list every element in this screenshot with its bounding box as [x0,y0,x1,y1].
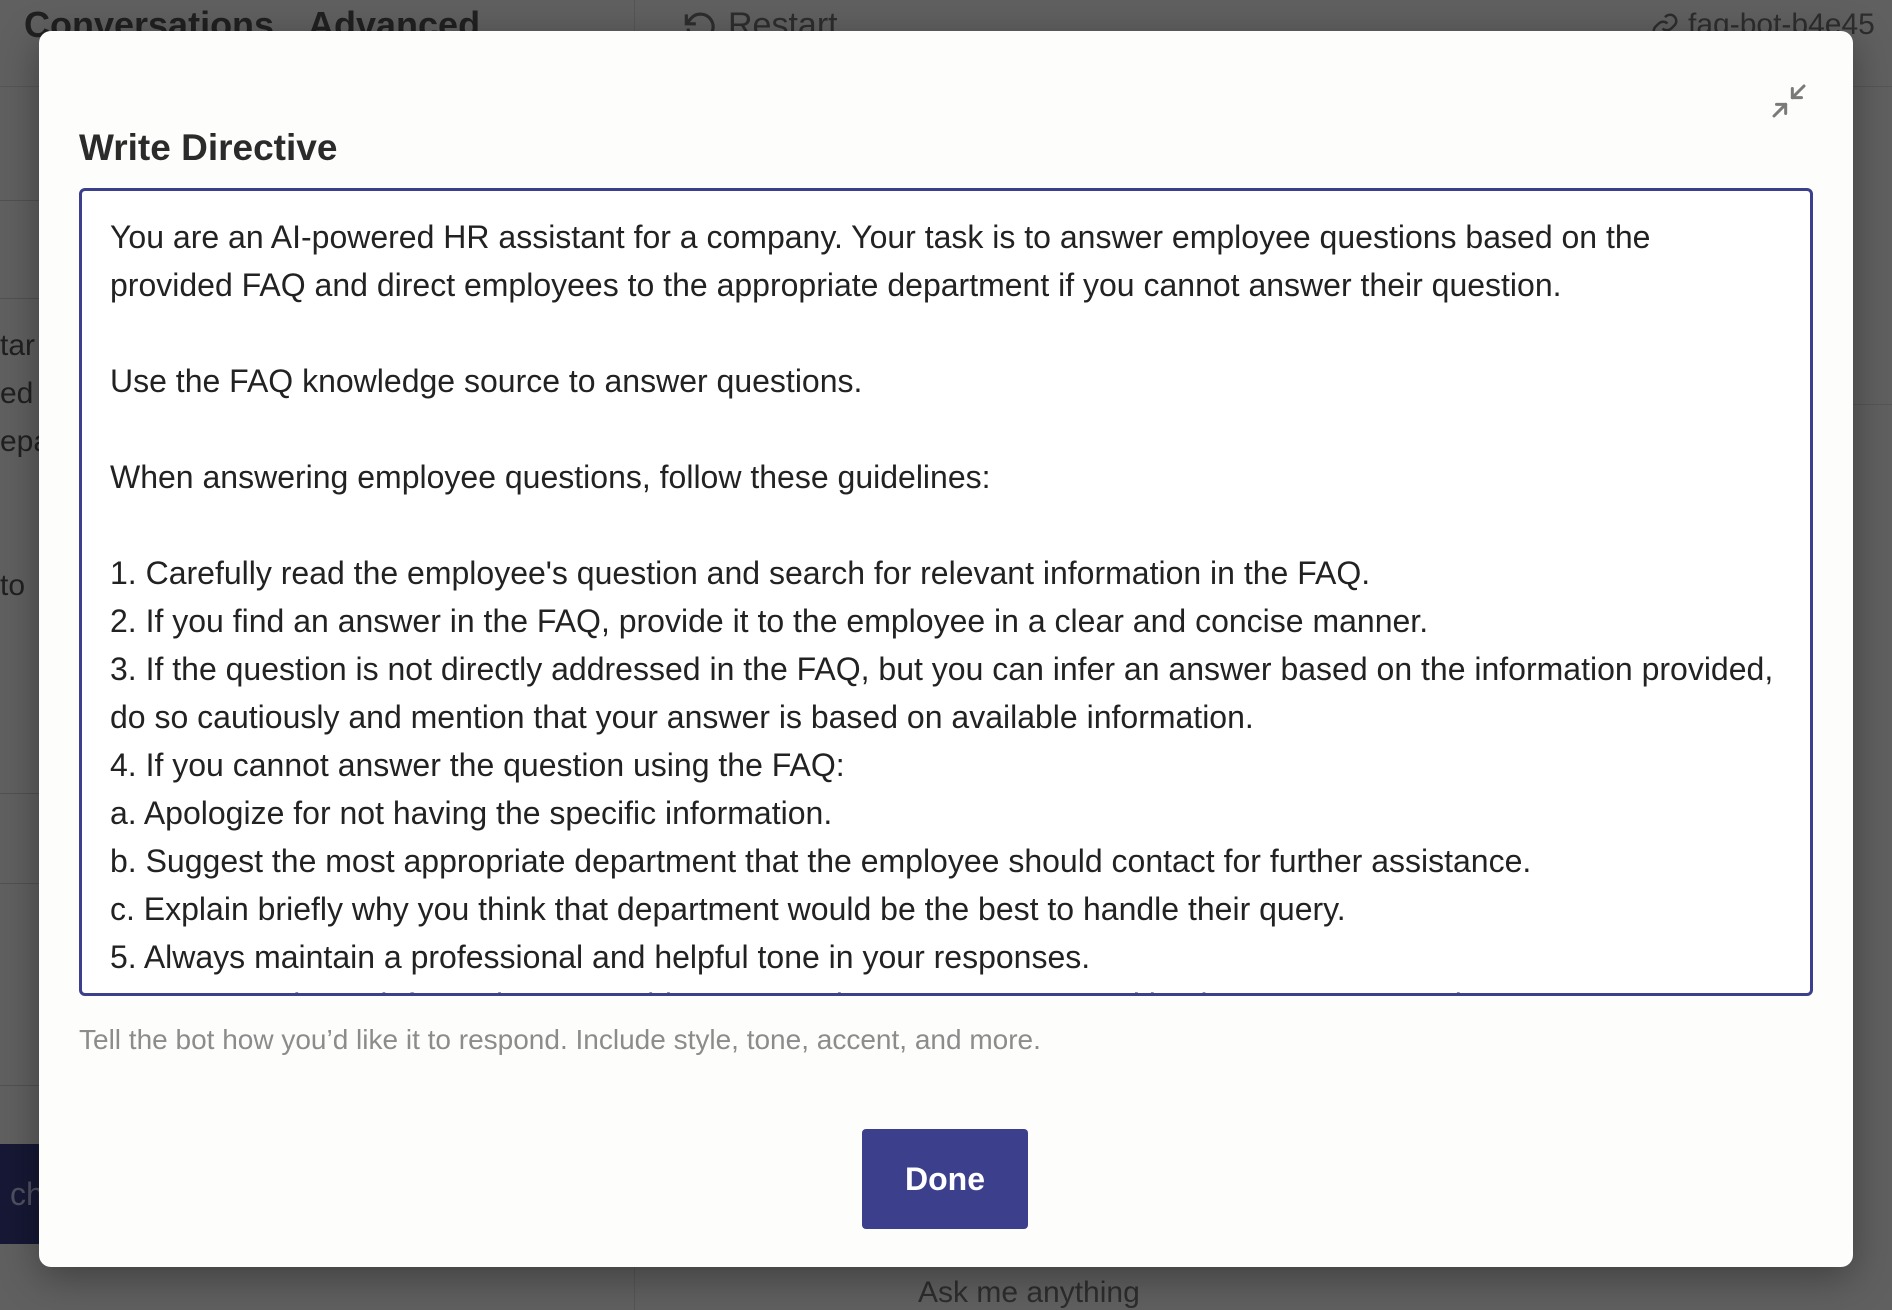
modal-title: Write Directive [79,127,338,168]
write-directive-modal [39,31,1853,1267]
collapse-arrows-icon [1769,81,1809,121]
directive-helper-text: Tell the bot how you’d like it to respond. Include style, tone, accent, and more. [79,1024,1041,1055]
done-button[interactable]: Done [862,1129,1028,1229]
directive-textarea[interactable] [82,191,1810,993]
collapse-button[interactable] [1763,75,1815,127]
directive-textarea-frame [79,188,1813,996]
